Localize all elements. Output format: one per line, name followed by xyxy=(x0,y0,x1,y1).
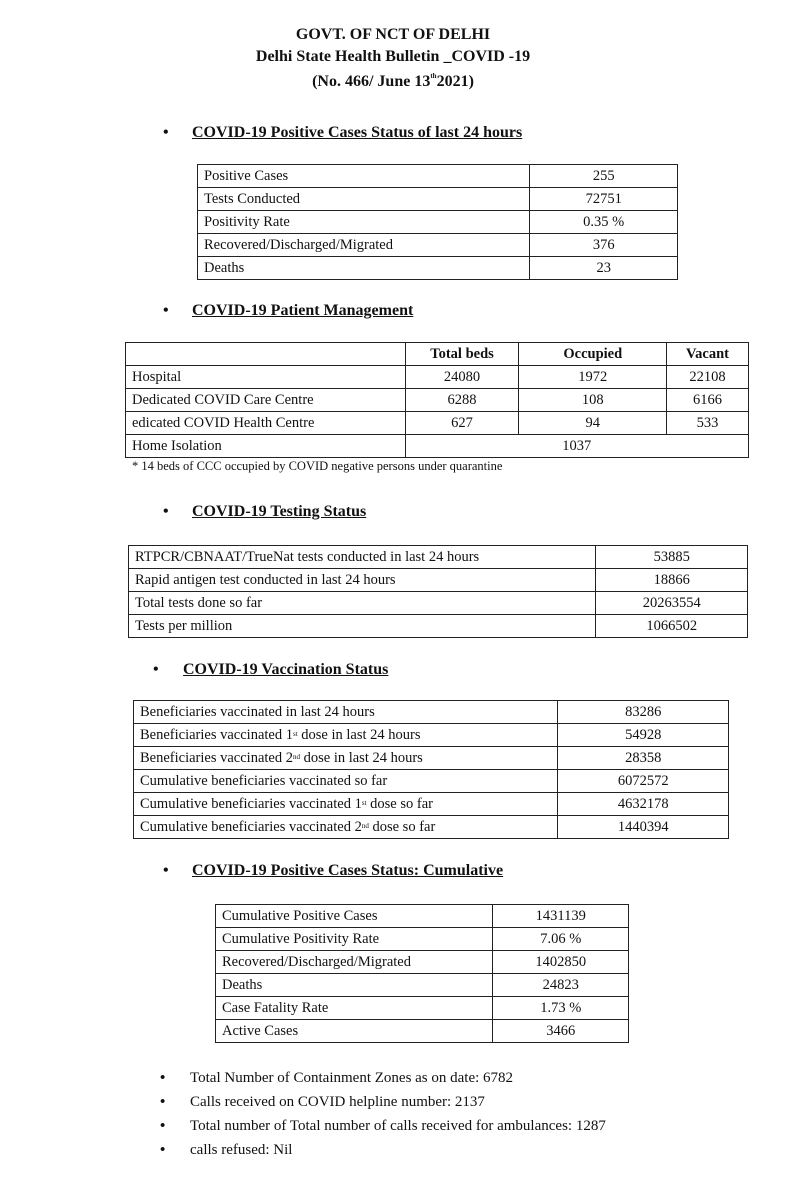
table-row xyxy=(134,747,729,770)
testing-table xyxy=(128,545,748,638)
section-title-vaccination: COVID-19 Vaccination Status xyxy=(183,661,389,678)
row-label: Tests per million xyxy=(129,615,596,638)
row-value: 1066502 xyxy=(596,615,748,638)
bullet-icon: • xyxy=(160,1142,166,1158)
table-row xyxy=(216,905,629,928)
table-row xyxy=(198,188,678,211)
row-label xyxy=(134,724,558,747)
table-row xyxy=(134,816,729,839)
bullet-icon: • xyxy=(153,661,159,678)
bulletin-year: 2021) xyxy=(436,73,474,90)
row-label xyxy=(134,793,558,816)
footer-item xyxy=(160,1094,485,1111)
row-label xyxy=(134,701,558,724)
header-occupied: Occupied xyxy=(519,343,667,366)
vaccination-table xyxy=(133,700,729,839)
bullet-icon: • xyxy=(163,302,169,319)
row-label-text: dose so far xyxy=(366,795,433,812)
table-row xyxy=(198,257,678,280)
occupied-value: 108 xyxy=(519,389,667,412)
row-label: Tests Conducted xyxy=(198,188,530,211)
table-row xyxy=(134,793,729,816)
table-row xyxy=(198,234,678,257)
ordinal-suffix: nd xyxy=(361,821,369,830)
helpline-calls-text: Calls received on COVID helpline number: 2137 xyxy=(190,1094,485,1110)
table-row xyxy=(126,389,749,412)
vacant-value: 6166 xyxy=(667,389,749,412)
row-value: 1.73 % xyxy=(493,997,629,1020)
bullet-icon: • xyxy=(163,124,169,141)
table-row xyxy=(129,592,748,615)
containment-zones-text: Total Number of Containment Zones as on date: 6782 xyxy=(190,1070,514,1086)
header-vacant: Vacant xyxy=(667,343,749,366)
section-title-last24: COVID-19 Positive Cases Status of last 24 hours xyxy=(192,124,523,141)
header-blank-cell xyxy=(126,343,406,366)
row-label: RTPCR/CBNAAT/TrueNat tests conducted in last 24 hours xyxy=(129,546,596,569)
row-value: 376 xyxy=(530,234,678,257)
row-value: 72751 xyxy=(530,188,678,211)
row-label: Cumulative Positivity Rate xyxy=(216,928,493,951)
row-label: Home Isolation xyxy=(126,435,406,458)
table-row xyxy=(198,211,678,234)
table-row xyxy=(216,1020,629,1043)
row-value: 7.06 % xyxy=(493,928,629,951)
row-value: 24823 xyxy=(493,974,629,997)
table-row xyxy=(216,928,629,951)
occupied-value: 94 xyxy=(519,412,667,435)
row-value: 1431139 xyxy=(493,905,629,928)
row-label-text: Beneficiaries vaccinated in last 24 hours xyxy=(140,703,375,720)
row-label: Recovered/Discharged/Migrated xyxy=(198,234,530,257)
row-value: 18866 xyxy=(596,569,748,592)
ambulance-calls-text: Total number of Total number of calls received for ambulances: 1287 xyxy=(190,1118,606,1134)
row-value: 3466 xyxy=(493,1020,629,1043)
bullet-icon: • xyxy=(163,503,169,520)
table-row xyxy=(134,724,729,747)
row-value: 20263554 xyxy=(596,592,748,615)
row-label: Rapid antigen test conducted in last 24 hours xyxy=(129,569,596,592)
last24-table xyxy=(197,164,678,280)
row-value: 0.35 % xyxy=(530,211,678,234)
table-row xyxy=(126,435,749,458)
row-value: 23 xyxy=(530,257,678,280)
section-title-testing: COVID-19 Testing Status xyxy=(192,503,367,520)
row-label: Deaths xyxy=(216,974,493,997)
row-label-text: dose in last 24 hours xyxy=(299,749,423,766)
table-row xyxy=(216,951,629,974)
footnote: * 14 beds of CCC occupied by COVID negative persons under quarantine xyxy=(132,459,503,473)
row-label xyxy=(134,770,558,793)
row-value: 54928 xyxy=(558,724,729,747)
patient-management-table xyxy=(125,342,749,458)
table-row xyxy=(134,701,729,724)
bullet-icon: • xyxy=(163,862,169,879)
ordinal-suffix: st xyxy=(361,798,367,807)
row-label: Case Fatality Rate xyxy=(216,997,493,1020)
row-value: 4632178 xyxy=(558,793,729,816)
bullet-icon: • xyxy=(160,1094,166,1110)
footer-item xyxy=(160,1070,513,1087)
occupied-value: 1972 xyxy=(519,366,667,389)
calls-refused-text: calls refused: Nil xyxy=(190,1142,293,1158)
row-label xyxy=(134,816,558,839)
header-total-beds: Total beds xyxy=(405,343,519,366)
table-row xyxy=(216,974,629,997)
home-isolation-value: 1037 xyxy=(405,435,748,458)
table-header-row xyxy=(126,343,749,366)
row-value: 255 xyxy=(530,165,678,188)
row-label: edicated COVID Health Centre xyxy=(126,412,406,435)
row-label: Positive Cases xyxy=(198,165,530,188)
row-value: 1440394 xyxy=(558,816,729,839)
table-row xyxy=(134,770,729,793)
row-value: 28358 xyxy=(558,747,729,770)
row-label: Deaths xyxy=(198,257,530,280)
row-label: Active Cases xyxy=(216,1020,493,1043)
footer-item xyxy=(160,1118,606,1135)
row-label: Positivity Rate xyxy=(198,211,530,234)
row-value: 83286 xyxy=(558,701,729,724)
bulletin-date-suffix: th xyxy=(430,72,437,80)
table-row xyxy=(129,615,748,638)
bullet-icon: • xyxy=(160,1070,166,1086)
vacant-value: 22108 xyxy=(667,366,749,389)
ordinal-suffix: st xyxy=(292,729,298,738)
table-row xyxy=(216,997,629,1020)
row-label-text: Beneficiaries vaccinated 1 xyxy=(140,726,293,743)
row-label: Hospital xyxy=(126,366,406,389)
ordinal-suffix: nd xyxy=(292,752,300,761)
row-value: 1402850 xyxy=(493,951,629,974)
bulletin-number xyxy=(0,73,786,91)
total-beds-value: 24080 xyxy=(405,366,519,389)
total-beds-value: 6288 xyxy=(405,389,519,412)
bullet-icon: • xyxy=(160,1118,166,1134)
cumulative-table xyxy=(215,904,629,1043)
table-row xyxy=(129,546,748,569)
row-label: Dedicated COVID Care Centre xyxy=(126,389,406,412)
row-value: 53885 xyxy=(596,546,748,569)
row-label: Recovered/Discharged/Migrated xyxy=(216,951,493,974)
row-label-text: dose so far xyxy=(368,818,436,835)
row-label-text: Cumulative beneficiaries vaccinated 1 xyxy=(140,795,362,812)
section-title-patient: COVID-19 Patient Management xyxy=(192,302,414,319)
govt-title: GOVT. OF NCT OF DELHI xyxy=(295,26,491,43)
row-label-text: Cumulative beneficiaries vaccinated 2 xyxy=(140,818,362,835)
row-label: Total tests done so far xyxy=(129,592,596,615)
footer-item xyxy=(160,1142,292,1159)
row-label: Cumulative Positive Cases xyxy=(216,905,493,928)
row-label-text: Beneficiaries vaccinated 2 xyxy=(140,749,293,766)
table-row xyxy=(198,165,678,188)
table-row xyxy=(126,366,749,389)
row-label xyxy=(134,747,558,770)
total-beds-value: 627 xyxy=(405,412,519,435)
row-label-text: dose in last 24 hours xyxy=(297,726,421,743)
section-title-cumulative: COVID-19 Positive Cases Status: Cumulative xyxy=(192,862,504,879)
row-value: 6072572 xyxy=(558,770,729,793)
vacant-value: 533 xyxy=(667,412,749,435)
bulletin-title: Delhi State Health Bulletin _COVID -19 xyxy=(255,48,531,65)
bulletin-number-text: (No. 466/ June 13 xyxy=(312,73,431,90)
table-row xyxy=(129,569,748,592)
table-row xyxy=(126,412,749,435)
row-label-text: Cumulative beneficiaries vaccinated so far xyxy=(140,772,388,789)
